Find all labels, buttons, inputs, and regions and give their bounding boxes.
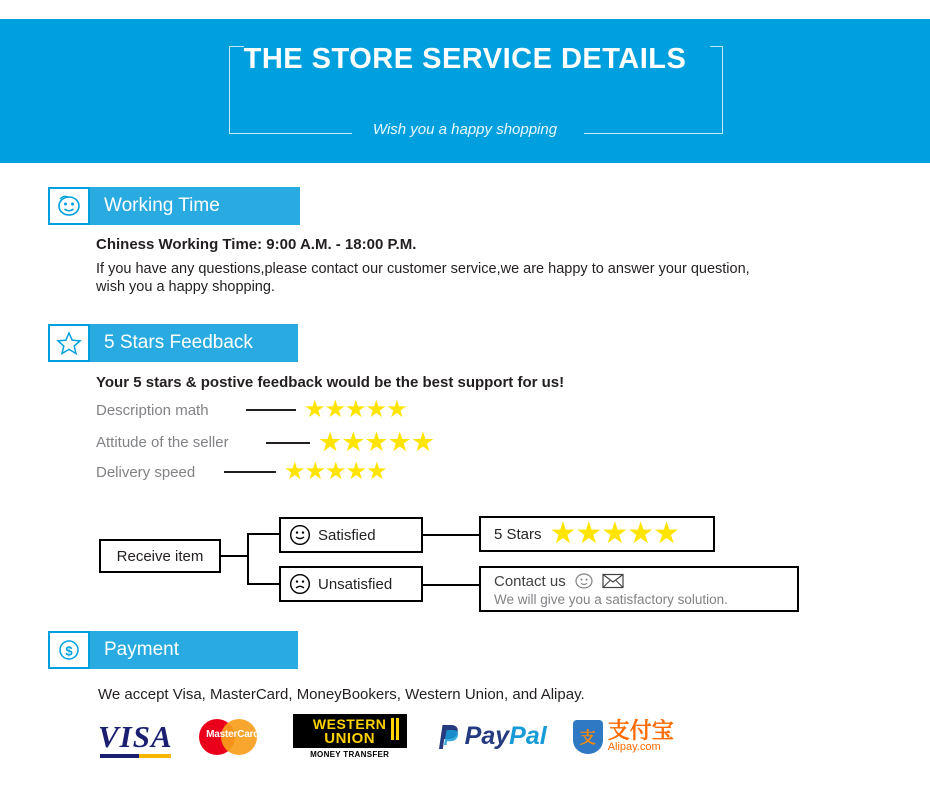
western-union-stripes — [391, 718, 401, 740]
section-title-payment: Payment — [90, 631, 298, 669]
chat-face-icon — [574, 572, 594, 590]
flow-connector-bottom — [247, 583, 279, 585]
contact-us-note: We will give you a satisfactory solution. — [494, 592, 728, 607]
paypal-wordmark — [465, 722, 547, 751]
paypal-logo — [433, 721, 547, 753]
western-union-logo — [293, 714, 407, 759]
flow-five-stars-label: 5 Stars — [494, 525, 542, 543]
flow-box-five-stars — [479, 516, 715, 552]
alipay-text-cn: 支付宝 — [607, 717, 674, 743]
flow-box-contact-us — [479, 566, 799, 612]
feedback-row-3-stars: ★★★★★ — [284, 458, 387, 485]
star-outline-icon — [48, 324, 90, 362]
flow-connector-vertical — [247, 534, 249, 584]
alipay-wordmark — [607, 717, 674, 753]
flow-receive-item-label: Receive item — [116, 547, 204, 565]
star-outline-icon-svg — [56, 331, 82, 355]
dollar-coin-icon-svg — [56, 638, 82, 662]
feedback-row-1-label: Description math — [96, 401, 209, 419]
working-time-line-2: If you have any questions,please contact our customer service,we are happy to answer your question, — [96, 261, 750, 277]
contact-us-label: Contact us — [494, 572, 566, 590]
flow-box-unsatisfied — [279, 566, 423, 602]
alipay-text-domain: Alipay.com — [607, 740, 661, 753]
paypal-text-pal: Pal — [509, 722, 547, 750]
flow-connector-satisfied-out — [423, 534, 479, 536]
flow-connector-unsatisfied-out — [423, 584, 479, 586]
flow-connector-main — [221, 555, 249, 557]
header-banner — [0, 19, 930, 163]
smiley-face-icon-svg — [56, 194, 82, 218]
section-header-feedback — [48, 324, 298, 362]
feedback-row-1-connector — [246, 409, 296, 411]
western-union-plate — [293, 714, 407, 748]
section-title-working-time: Working Time — [90, 187, 300, 225]
dollar-coin-icon — [48, 631, 90, 669]
feedback-row-1-stars: ★★★★★ — [304, 396, 407, 423]
flow-satisfied-label: Satisfied — [318, 526, 376, 544]
payment-methods-row — [98, 714, 674, 759]
western-union-line-2: UNION — [324, 730, 376, 747]
envelope-icon — [602, 573, 624, 589]
smiley-face-icon — [48, 187, 90, 225]
paypal-text-pay: Pay — [464, 722, 510, 750]
western-union-subtitle: MONEY TRANSFER — [310, 750, 390, 759]
feedback-intro: Your 5 stars & postive feedback would be the best support for us! — [96, 374, 565, 391]
mastercard-label: MasterCard — [206, 728, 260, 740]
feedback-row-2-stars: ★★★★★ — [318, 427, 435, 457]
flow-connector-top — [247, 533, 279, 535]
flow-box-satisfied — [279, 517, 423, 553]
svg-text:$: $ — [65, 643, 73, 659]
visa-logo: VISA — [98, 718, 173, 754]
feedback-row-3-connector — [224, 471, 276, 473]
flow-box-receive-item — [99, 539, 221, 573]
contact-us-row — [494, 572, 624, 590]
feedback-row-2 — [96, 429, 434, 456]
mastercard-logo — [199, 716, 267, 758]
working-time-line-3: wish you a happy shopping. — [96, 279, 275, 295]
flow-five-stars-rating: ★★★★★ — [549, 517, 680, 550]
feedback-row-1 — [96, 398, 407, 422]
banner-subtitle: Wish you a happy shopping — [372, 121, 558, 138]
alipay-shield-glyph: 支 — [579, 730, 596, 747]
section-title-feedback: 5 Stars Feedback — [90, 324, 298, 362]
smiley-happy-icon — [289, 524, 311, 546]
paypal-mark-icon — [433, 721, 461, 753]
feedback-row-3 — [96, 460, 387, 484]
feedback-row-2-label: Attitude of the seller — [96, 434, 229, 451]
western-union-line-1: WESTERN — [312, 716, 387, 732]
payment-note: We accept Visa, MasterCard, MoneyBookers, Western Union, and Alipay. — [98, 686, 585, 703]
flow-unsatisfied-label: Unsatisfied — [318, 575, 393, 593]
feedback-row-3-label: Delivery speed — [96, 463, 196, 481]
alipay-shield-icon — [573, 720, 603, 754]
page-title: THE STORE SERVICE DETAILS — [243, 43, 687, 75]
working-time-line-1: Chiness Working Time: 9:00 A.M. - 18:00 P.M. — [96, 236, 417, 253]
smiley-sad-icon — [289, 573, 311, 595]
feedback-row-2-connector — [266, 442, 310, 444]
alipay-logo — [573, 717, 674, 754]
section-header-payment — [48, 631, 298, 669]
section-header-working-time — [48, 187, 300, 225]
